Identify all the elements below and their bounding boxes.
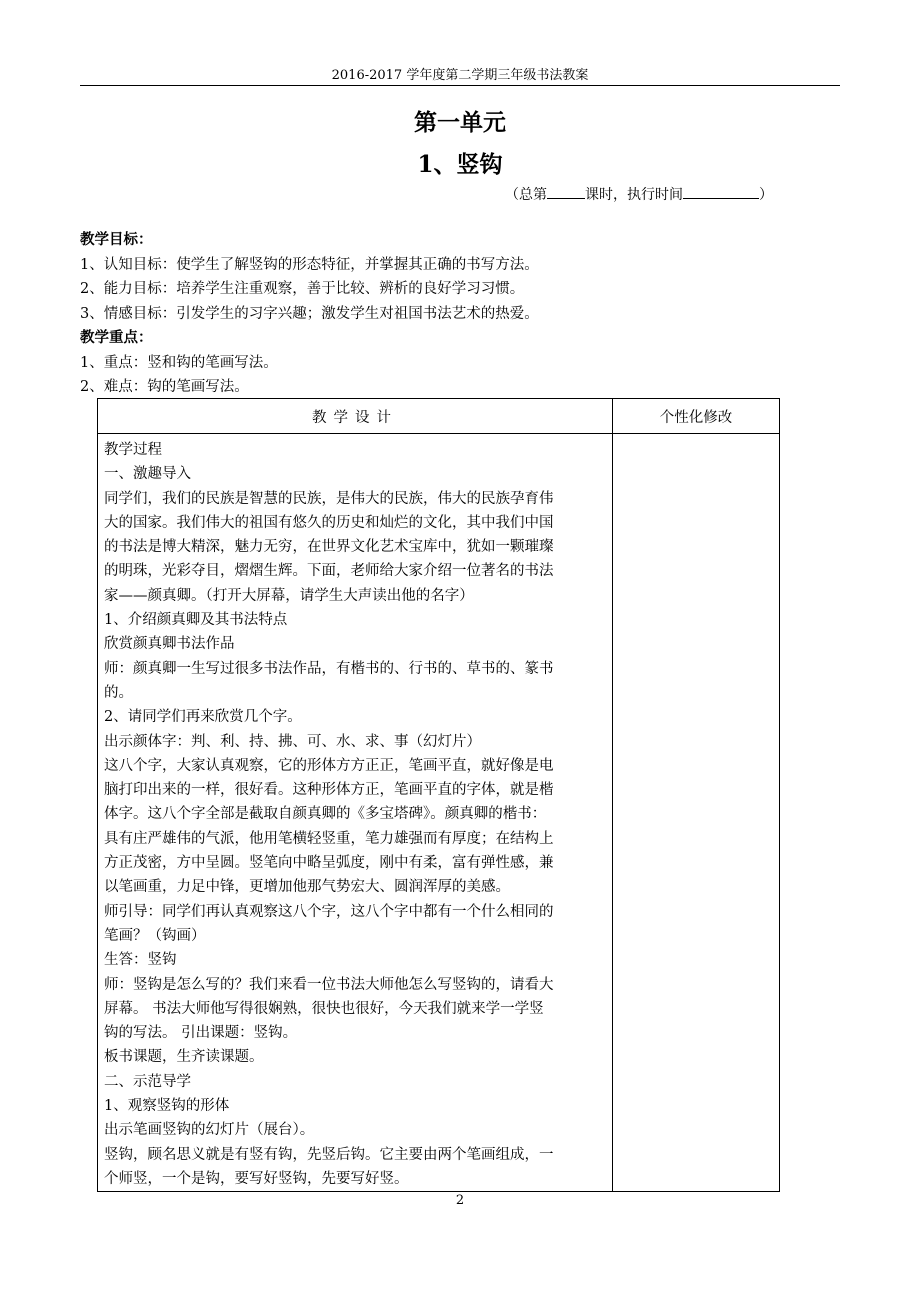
design-line: 欣赏颜真卿书法作品 (104, 636, 235, 653)
design-line: 的。 (104, 684, 133, 701)
design-line: 钩的写法。 引出课题：竖钩。 (104, 1025, 298, 1042)
teaching-design-cell (98, 434, 613, 1192)
goals-heading: 教学目标： (80, 231, 153, 248)
design-line: 体字。这八个字全部是截取自颜真卿的《多宝塔碑》。颜真卿的楷书： (104, 806, 547, 823)
design-line: 师：竖钩是怎么写的？我们来看一位书法大师他怎么写竖钩的，请看大 (104, 976, 554, 993)
design-line: 二、示范导学 (104, 1073, 191, 1090)
design-line: 教学过程 (104, 442, 162, 458)
design-line: 竖钩，顾名思义就是有竖有钩，先竖后钩。它主要由两个笔画组成，一 (104, 1146, 554, 1163)
goals-section (80, 228, 840, 400)
design-line: 这八个字，大家认真观察，它的形体方方正正，笔画平直，就好像是电 (104, 757, 554, 774)
key-points-heading: 教学重点： (80, 329, 153, 346)
design-line: 2、请同学们再来欣赏几个字。 (104, 709, 302, 726)
personalized-revision-header: 个性化修改 (613, 399, 780, 434)
session-count-blank (547, 184, 585, 199)
lesson-plan-table (97, 398, 780, 1192)
lesson-meta-close: ） (759, 187, 773, 203)
lesson-meta-open: （总第 (505, 187, 547, 203)
design-line: 出示笔画竖钩的幻灯片（展台）。 (104, 1122, 315, 1139)
table-body-row (98, 434, 780, 1192)
execution-time-blank (683, 184, 759, 199)
design-line: 出示颜体字：判、利、持、拂、可、水、求、事（幻灯片） (104, 733, 481, 750)
design-line: 笔画？（钩画） (104, 927, 206, 944)
design-line: 师引导：同学们再认真观察这八个字，这八个字中都有一个什么相同的 (104, 903, 554, 920)
unit-title: 第一单元 (414, 109, 506, 136)
table-header-row (98, 399, 780, 434)
design-line: 1、观察竖钩的形体 (104, 1098, 230, 1115)
design-line: 的明珠，光彩夺目，熠熠生辉。下面，老师给大家介绍一位著名的书法 (104, 563, 554, 580)
design-line: 的书法是博大精深，魅力无穷，在世界文化艺术宝库中，犹如一颗璀璨 (104, 539, 554, 556)
goal-item: 2、能力目标：培养学生注重观察，善于比较、辨析的良好学习习惯。 (80, 281, 525, 297)
page-number: 2 (455, 1193, 465, 1208)
design-line: 方正茂密，方中呈圆。竖笔向中略呈弧度，刚中有柔，富有弹性感，兼 (104, 855, 554, 872)
design-line: 脑打印出来的一样，很好看。这种形体方正，笔画平直的字体，就是楷 (104, 782, 554, 799)
goal-item: 1、认知目标：使学生了解竖钩的形态特征，并掌握其正确的书写方法。 (80, 256, 539, 273)
key-point-item: 1、重点：竖和钩的笔画写法。 (80, 354, 278, 371)
lesson-meta-middle: 课时，执行时间 (585, 187, 683, 203)
lesson-title: 1、竖钩 (417, 151, 503, 178)
design-line: 师：颜真卿一生写过很多书法作品，有楷书的、行书的、草书的、篆书 (104, 660, 554, 677)
design-line: 1、介绍颜真卿及其书法特点 (104, 612, 288, 629)
key-point-item: 2、难点：钩的笔画写法。 (80, 379, 249, 395)
design-line: 生答：竖钩 (104, 952, 177, 969)
design-line: 具有庄严雄伟的气派，他用笔横轻竖重，笔力雄强而有厚度；在结构上 (104, 830, 554, 847)
document-header: 2016-2017 学年度第二学期三年级书法教案 (331, 68, 589, 83)
teaching-design-header: 教学设计 (98, 399, 613, 434)
design-line: 一、激趣导入 (104, 466, 191, 483)
design-line: 大的国家。我们伟大的祖国有悠久的历史和灿烂的文化，其中我们中国 (104, 514, 554, 531)
design-line: 板书课题，生齐读课题。 (104, 1049, 264, 1066)
lesson-meta (505, 184, 805, 205)
design-line: 以笔画重，力足中锋，更增加他那气势宏大、圆润浑厚的美感。 (104, 879, 510, 896)
design-line: 屏幕。 书法大师他写得很娴熟，很快也很好，今天我们就来学一学竖 (104, 1000, 544, 1017)
design-line: 家——颜真卿。（打开大屏幕，请学生大声读出他的名字） (104, 587, 474, 604)
goal-item: 3、情感目标：引发学生的习字兴趣；激发学生对祖国书法艺术的热爱。 (80, 305, 539, 322)
teaching-design-content (98, 434, 612, 1191)
personalized-revision-cell[interactable] (613, 434, 780, 1192)
design-line: 个师竖，一个是钩，要写好竖钩，先要写好竖。 (104, 1170, 409, 1187)
design-line: 同学们，我们的民族是智慧的民族，是伟大的民族，伟大的民族孕育伟 (104, 490, 554, 507)
header-divider (80, 85, 840, 86)
